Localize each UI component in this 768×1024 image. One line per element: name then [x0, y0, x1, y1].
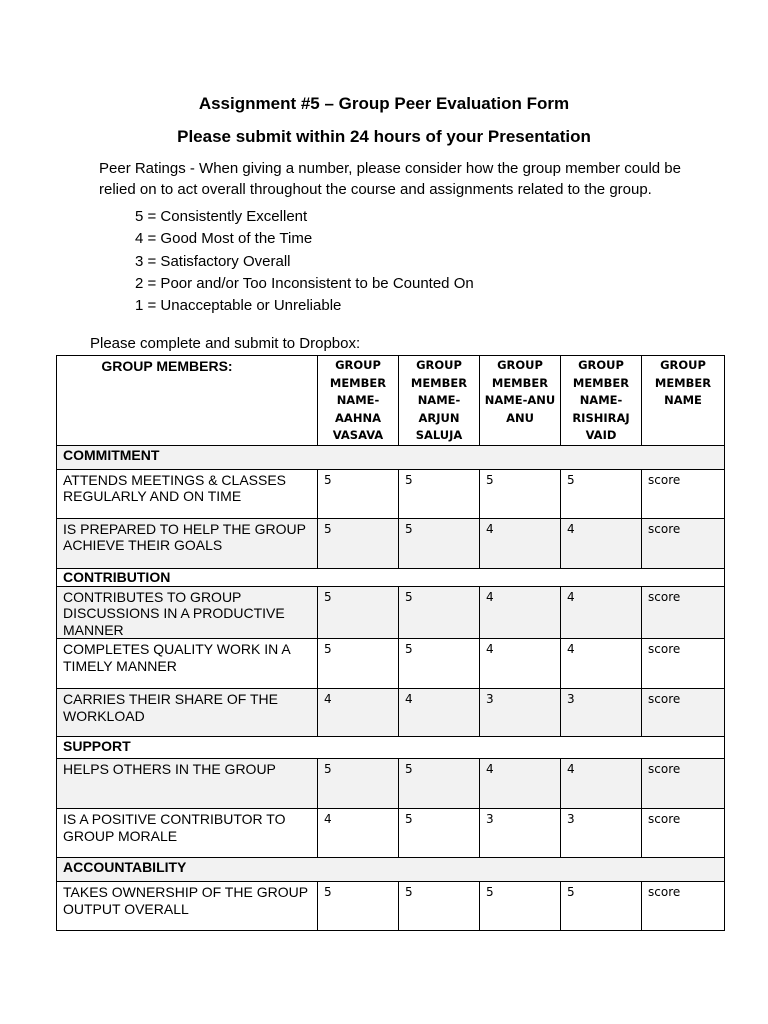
member-header: GROUP MEMBER NAME — [642, 356, 725, 446]
score-cell[interactable]: 4 — [561, 759, 642, 809]
score-cell[interactable]: 4 — [480, 518, 561, 568]
score-cell[interactable]: 5 — [399, 469, 480, 518]
score-cell[interactable]: 4 — [480, 639, 561, 689]
table-row — [57, 586, 725, 639]
section-row-contribution — [57, 568, 725, 586]
criterion-cell: IS PREPARED TO HELP THE GROUP ACHIEVE THEIR GOALS — [57, 518, 318, 568]
member-header: GROUP MEMBER NAME-RISHIRAJ VAID — [561, 356, 642, 446]
criterion-cell: TAKES OWNERSHIP OF THE GROUP OUTPUT OVERALL — [57, 882, 318, 931]
score-cell[interactable]: 4 — [399, 689, 480, 737]
score-cell[interactable]: 5 — [399, 518, 480, 568]
rating-scale — [135, 206, 474, 317]
score-cell[interactable]: 4 — [561, 518, 642, 568]
score-cell[interactable]: 5 — [399, 809, 480, 858]
score-cell[interactable]: 3 — [480, 809, 561, 858]
score-cell[interactable]: score — [642, 759, 725, 809]
score-cell[interactable]: 3 — [561, 809, 642, 858]
score-cell[interactable]: 5 — [480, 469, 561, 518]
section-label: SUPPORT — [57, 737, 725, 759]
score-cell[interactable]: 5 — [399, 882, 480, 931]
score-cell[interactable]: 4 — [561, 639, 642, 689]
score-cell[interactable]: score — [642, 639, 725, 689]
group-members-header: GROUP MEMBERS: — [57, 356, 318, 446]
page-title: Assignment #5 – Group Peer Evaluation Form — [198, 94, 570, 113]
evaluation-table — [56, 355, 725, 931]
table-row — [57, 759, 725, 809]
score-cell[interactable]: 4 — [480, 759, 561, 809]
score-cell[interactable]: 5 — [318, 586, 399, 639]
scale-item: 2 = Poor and/or Too Inconsistent to be Counted On — [135, 274, 474, 292]
score-cell[interactable]: 5 — [318, 882, 399, 931]
score-cell[interactable]: score — [642, 518, 725, 568]
score-cell[interactable]: 4 — [561, 586, 642, 639]
table-row — [57, 518, 725, 568]
section-label: CONTRIBUTION — [57, 568, 725, 586]
score-cell[interactable]: 4 — [318, 689, 399, 737]
criterion-cell: ATTENDS MEETINGS & CLASSES REGULARLY AND ON TIME — [57, 469, 318, 518]
section-label: ACCOUNTABILITY — [57, 858, 725, 882]
score-cell[interactable]: 3 — [561, 689, 642, 737]
score-cell[interactable]: 5 — [318, 639, 399, 689]
scale-item: 4 = Good Most of the Time — [135, 230, 313, 248]
score-cell[interactable]: 5 — [561, 882, 642, 931]
score-cell[interactable]: 5 — [561, 469, 642, 518]
score-cell[interactable]: score — [642, 586, 725, 639]
member-header: GROUP MEMBER NAME-AAHNA VASAVA — [318, 356, 399, 446]
score-cell[interactable]: score — [642, 689, 725, 737]
criterion-cell: COMPLETES QUALITY WORK IN A TIMELY MANNER — [57, 639, 318, 689]
score-cell[interactable]: 4 — [480, 586, 561, 639]
table-row — [57, 809, 725, 858]
member-header: GROUP MEMBER NAME-ANU ANU — [480, 356, 561, 446]
criterion-cell: CARRIES THEIR SHARE OF THE WORKLOAD — [57, 689, 318, 737]
score-cell[interactable]: 5 — [318, 518, 399, 568]
table-header-row — [57, 356, 725, 446]
score-cell[interactable]: 5 — [318, 759, 399, 809]
table-row — [57, 639, 725, 689]
table-row — [57, 882, 725, 931]
table-row — [57, 689, 725, 737]
score-cell[interactable]: 5 — [318, 469, 399, 518]
table-row — [57, 469, 725, 518]
scale-item: 3 = Satisfactory Overall — [135, 252, 291, 270]
submit-instruction: Please complete and submit to Dropbox: — [90, 335, 361, 352]
member-header: GROUP MEMBER NAME-ARJUN SALUJA — [399, 356, 480, 446]
score-cell[interactable]: 4 — [318, 809, 399, 858]
section-row-accountability — [57, 858, 725, 882]
score-cell[interactable]: 3 — [480, 689, 561, 737]
score-cell[interactable]: 5 — [399, 639, 480, 689]
page-subtitle: Please submit within 24 hours of your Presentation — [177, 127, 591, 146]
score-cell[interactable]: 5 — [399, 586, 480, 639]
score-cell[interactable]: 5 — [399, 759, 480, 809]
score-cell[interactable]: 5 — [480, 882, 561, 931]
score-cell[interactable]: score — [642, 809, 725, 858]
scale-item: 1 = Unacceptable or Unreliable — [135, 297, 342, 315]
score-cell[interactable]: score — [642, 469, 725, 518]
score-cell[interactable]: score — [642, 882, 725, 931]
criterion-cell: IS A POSITIVE CONTRIBUTOR TO GROUP MORALE — [57, 809, 318, 858]
section-label: COMMITMENT — [57, 445, 725, 469]
criterion-cell: HELPS OTHERS IN THE GROUP — [57, 759, 318, 809]
criterion-cell: CONTRIBUTES TO GROUP DISCUSSIONS IN A PRODUCTIVE MANNER — [57, 586, 318, 639]
section-row-commitment — [57, 445, 725, 469]
scale-item: 5 = Consistently Excellent — [135, 208, 308, 225]
intro-paragraph: Peer Ratings - When giving a number, please consider how the group member could be relied on to act overall throughout the course and assignments related to the group. — [99, 160, 681, 198]
section-row-support — [57, 737, 725, 759]
